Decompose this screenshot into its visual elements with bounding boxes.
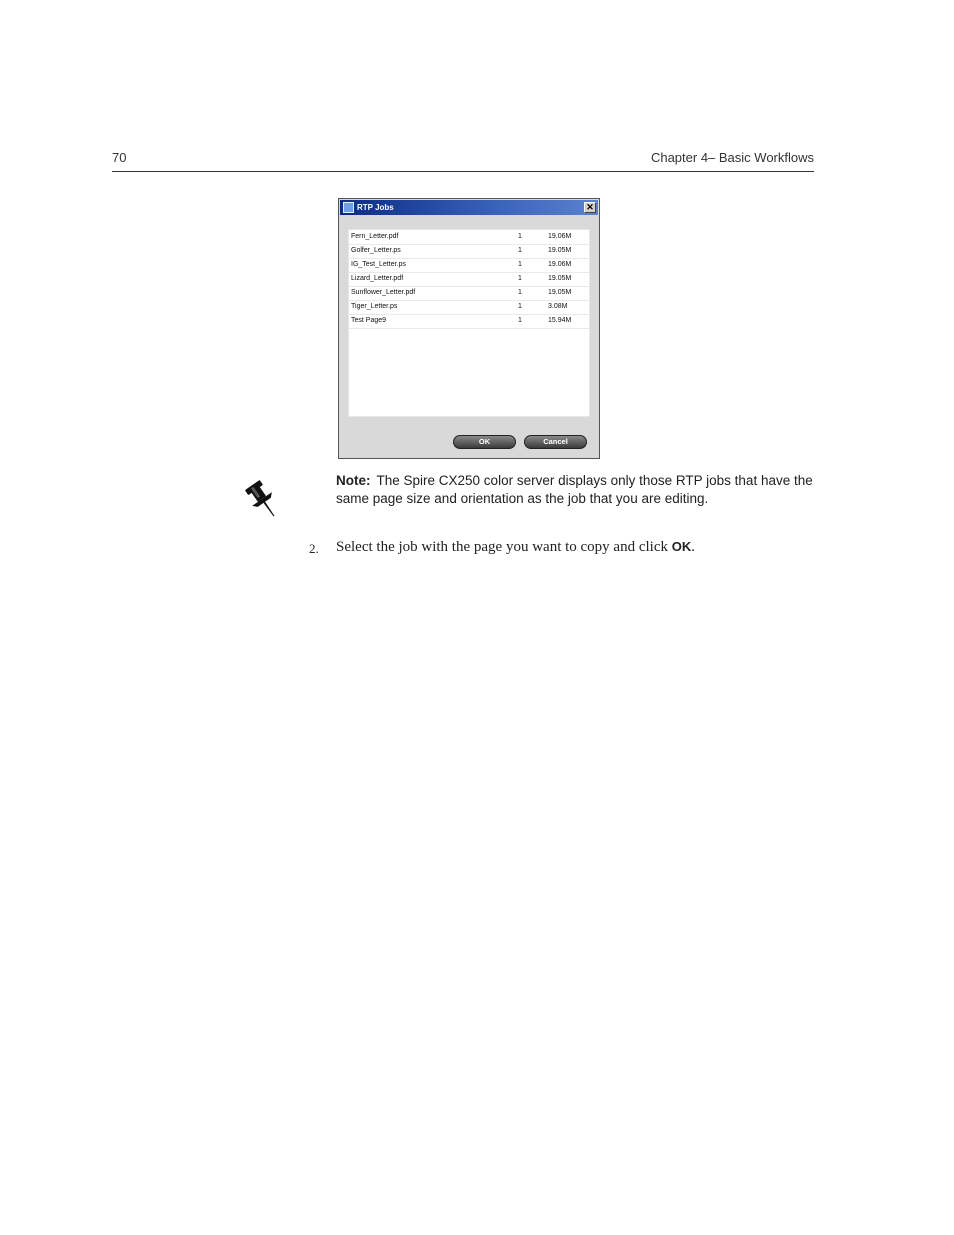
job-row[interactable] — [349, 230, 589, 245]
page-header — [112, 149, 814, 172]
job-pages: 1 — [518, 303, 522, 310]
job-size: 19.05M — [548, 289, 572, 296]
job-name: Fern_Letter.pdf — [351, 233, 399, 240]
job-row[interactable] — [349, 272, 589, 287]
job-size: 19.05M — [548, 275, 572, 282]
job-name: Lizard_Letter.pdf — [351, 275, 404, 282]
job-row[interactable] — [349, 286, 589, 301]
job-pages: 1 — [518, 289, 522, 296]
job-row[interactable] — [349, 258, 589, 273]
job-size: 19.06M — [548, 261, 572, 268]
job-name: Test Page9 — [351, 317, 387, 324]
job-name: Golfer_Letter.ps — [351, 247, 401, 254]
pushpin-icon — [238, 476, 286, 522]
job-size: 19.06M — [548, 233, 572, 240]
job-row[interactable] — [349, 314, 589, 329]
job-row[interactable] — [349, 244, 589, 259]
jobs-list[interactable] — [348, 229, 590, 417]
ok-button[interactable]: OK — [453, 435, 516, 449]
job-row[interactable] — [349, 300, 589, 315]
job-size: 15.94M — [548, 317, 572, 324]
job-size: 19.05M — [548, 247, 572, 254]
note-label: Note: — [336, 473, 371, 488]
job-name: Tiger_Letter.ps — [351, 303, 398, 310]
note-block — [336, 472, 816, 508]
page-number: 70 — [112, 150, 127, 165]
window-icon — [343, 202, 354, 213]
job-pages: 1 — [518, 275, 522, 282]
chapter-title: Chapter 4– Basic Workflows — [650, 150, 814, 165]
job-pages: 1 — [518, 261, 522, 268]
step-text: Select the job with the page you want to copy and click — [336, 539, 672, 555]
rtp-jobs-dialog — [338, 198, 600, 459]
dialog-titlebar[interactable] — [340, 200, 598, 215]
step-end: . — [691, 539, 695, 555]
close-button[interactable]: ✕ — [584, 202, 596, 213]
dialog-title: RTP Jobs — [357, 203, 394, 212]
job-pages: 1 — [518, 317, 522, 324]
ok-reference: OK — [671, 539, 692, 554]
job-name: Sunflower_Letter.pdf — [351, 289, 416, 296]
job-pages: 1 — [518, 247, 522, 254]
job-name: IG_Test_Letter.ps — [351, 261, 406, 268]
step-text-wrap — [336, 539, 695, 556]
note-text: The Spire CX250 color server displays only those RTP jobs that have the same page size and orientation as the job that you are editing. — [336, 473, 813, 506]
cancel-button[interactable]: Cancel — [524, 435, 587, 449]
job-pages: 1 — [518, 233, 522, 240]
step-number: 2. — [309, 541, 319, 556]
job-size: 3.08M — [548, 303, 568, 310]
